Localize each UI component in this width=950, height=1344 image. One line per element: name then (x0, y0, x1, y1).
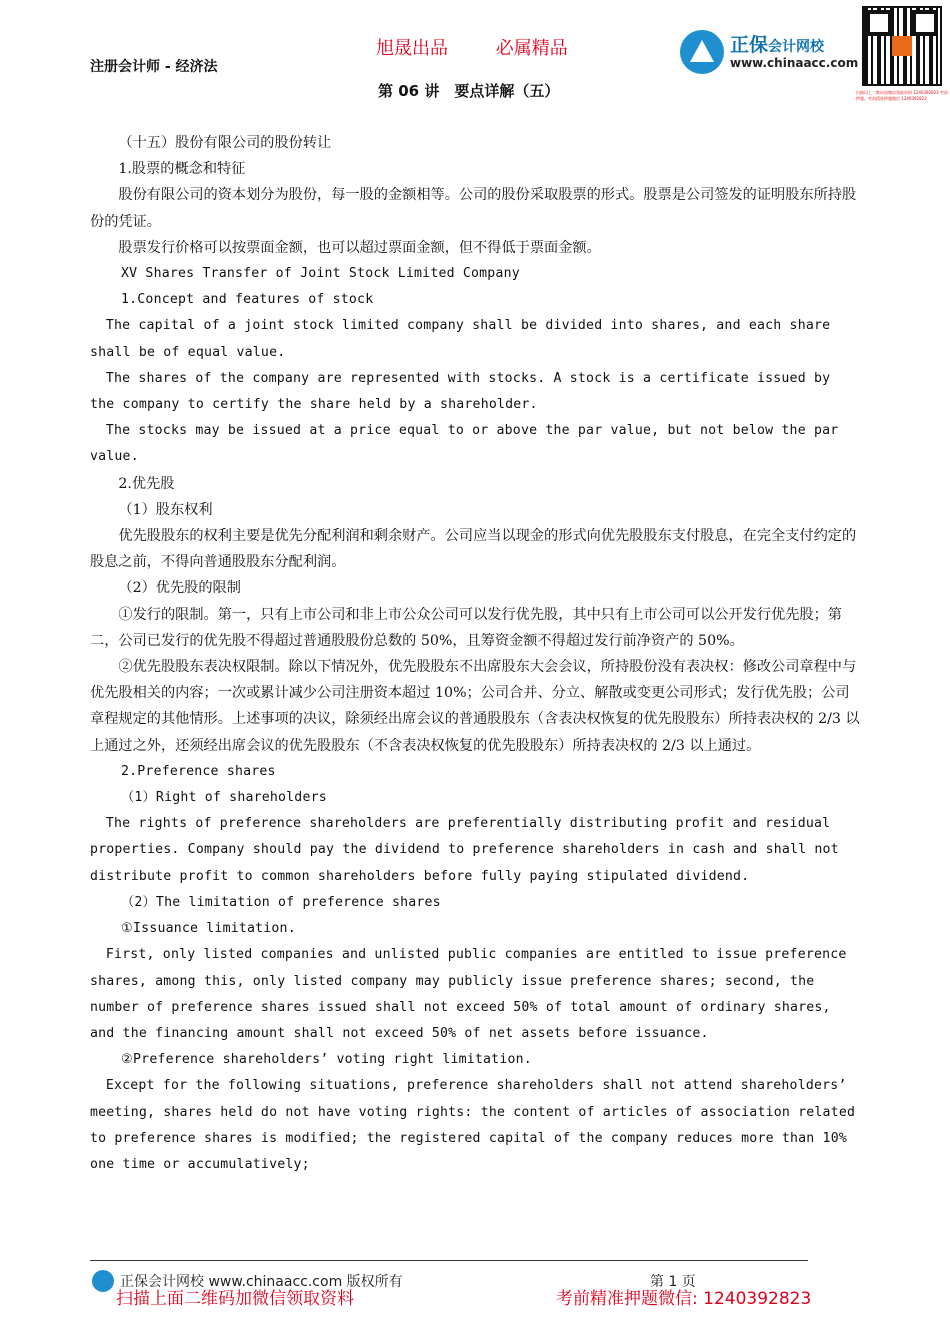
page-cutoff-fade (80, 1205, 880, 1227)
wechat-ad-left: 扫描上面二维码加微信领取资料 (116, 1289, 354, 1309)
paragraph: 股份有限公司的资本划分为股份，每一股的金额相等。公司的股份采取股票的形式。股票是公司签发的证明股东所持股份的凭证。 (90, 187, 857, 230)
paragraph: The shares of the company are represented with stocks. A stock is a certificate issued by the company to certify the share held by a shareholder. (90, 370, 839, 413)
slogan-second: 必属精品 (495, 38, 568, 59)
footer-logo-icon (92, 1270, 114, 1292)
paragraph: （1）Right of shareholders (121, 790, 327, 806)
wechat-ad-right: 考前精准押题微信: 1240392823 (556, 1289, 812, 1309)
paragraph: Except for the following situations, preference shareholders shall not attend shareholders’ meeting, shares held do not have voting rights: the content of articles of association related to preference shares is modified; the registered capital of the company reduces more than 10% one time or accumulatively; (90, 1078, 864, 1172)
paragraph: XV Shares Transfer of Joint Stock Limited Company (121, 266, 520, 282)
paragraph: First, only listed companies and unlisted public companies are entitled to issue preference shares, among this, only listed company may publicly issue preference shares; second, the number of preference shares issued shall not exceed 50% of total amount of ordinary shares, and the financing amount shall not exceed 50% of net assets before issuance. (90, 947, 855, 1041)
brand-name-sub: 会计网校 (768, 39, 825, 55)
brand-url: www.chinaacc.com (730, 56, 859, 70)
paragraph: （十五）股份有限公司的股份转让 (118, 135, 332, 151)
paragraph: ①发行的限制。第一，只有上市公司和非上市公众公司可以发行优先股，其中只有上市公司可以公开发行优先股；第二，公司已发行的优先股不得超过普通股股份总数的 50%，且筹资金额不得超过发行前净资产的 50%。 (90, 606, 842, 649)
footer-copyright: 正保会计网校 www.chinaacc.com 版权所有 (120, 1274, 403, 1290)
footer-divider (90, 1260, 808, 1261)
paragraph: （2）优先股的限制 (118, 580, 241, 597)
paragraph: The stocks may be issued at a price equal to or above the par value, but not below the par value. (90, 423, 847, 465)
slogan-first: 旭晟出品 (376, 38, 448, 59)
paragraph: 股票发行价格可以按票面金额，也可以超过票面金额，但不得低于票面金额。 (118, 239, 601, 256)
paragraph: （2）The limitation of preference shares (121, 894, 441, 910)
lecture-title: 第 06 讲 要点详解（五） (378, 82, 560, 100)
course-title: 注册会计师 - 经济法 (90, 59, 218, 75)
paragraph: 2.Preference shares (121, 763, 276, 779)
paragraph: 1.Concept and features of stock (121, 292, 374, 308)
paragraph: The capital of a joint stock limited company shall be divided into shares, and each share shall be of equal value. (90, 318, 839, 360)
brand-logo-icon (680, 30, 724, 74)
brand-logo[interactable] (680, 30, 860, 76)
brand-name-main: 正保 (730, 34, 769, 56)
paragraph: The rights of preference shareholders are preferentially distributing profit and residual properties. Company should pay the dividend to preference shareholders in cash and shall not distribute profit to common shareholders before fully paying stipulated dividend. (90, 816, 847, 884)
qr-code-icon (862, 6, 942, 86)
slogan (376, 34, 610, 60)
brand-name (730, 30, 824, 57)
paragraph: 1.股票的概念和特征 (118, 161, 246, 178)
paragraph: ②优先股股东表决权限制。除以下情况外，优先股股东不出席股东大会会议，所持股份没有表决权：修改公司章程中与优先股相关的内容；一次或累计减少公司注册资本超过 10%；公司合并、分立、解散或变更公司形式；发行优先股；公司章程规定的其他情形。上述事项的决议，除须经出席会议的普通股股东（含表决权恢复的优先股股东）所持表决权的 2/3 以上通过之外，还须经出席会议的优先股股东（不含表决权恢复的优先股股东）所持表决权的 2/3 以上通过。 (90, 659, 860, 754)
qr-caption: 扫描以上二维码加微信领取资料 1240392823 考前押题，考前精准押题微信 1240392823 (856, 90, 948, 101)
paragraph: ①Issuance limitation. (121, 921, 296, 937)
paragraph: （1）股东权利 (118, 501, 213, 518)
document-body (90, 130, 864, 1178)
qr-center-logo-icon (892, 36, 912, 56)
paragraph: ②Preference shareholders’ voting right limitation. (121, 1052, 532, 1068)
page-number: 第 1 页 (650, 1274, 696, 1290)
paragraph: 优先股股东的权利主要是优先分配利润和剩余财产。公司应当以现金的形式向优先股股东支付股息，在完全支付约定的股息之前，不得向普通股股东分配利润。 (90, 528, 857, 571)
paragraph: 2.优先股 (118, 475, 175, 492)
